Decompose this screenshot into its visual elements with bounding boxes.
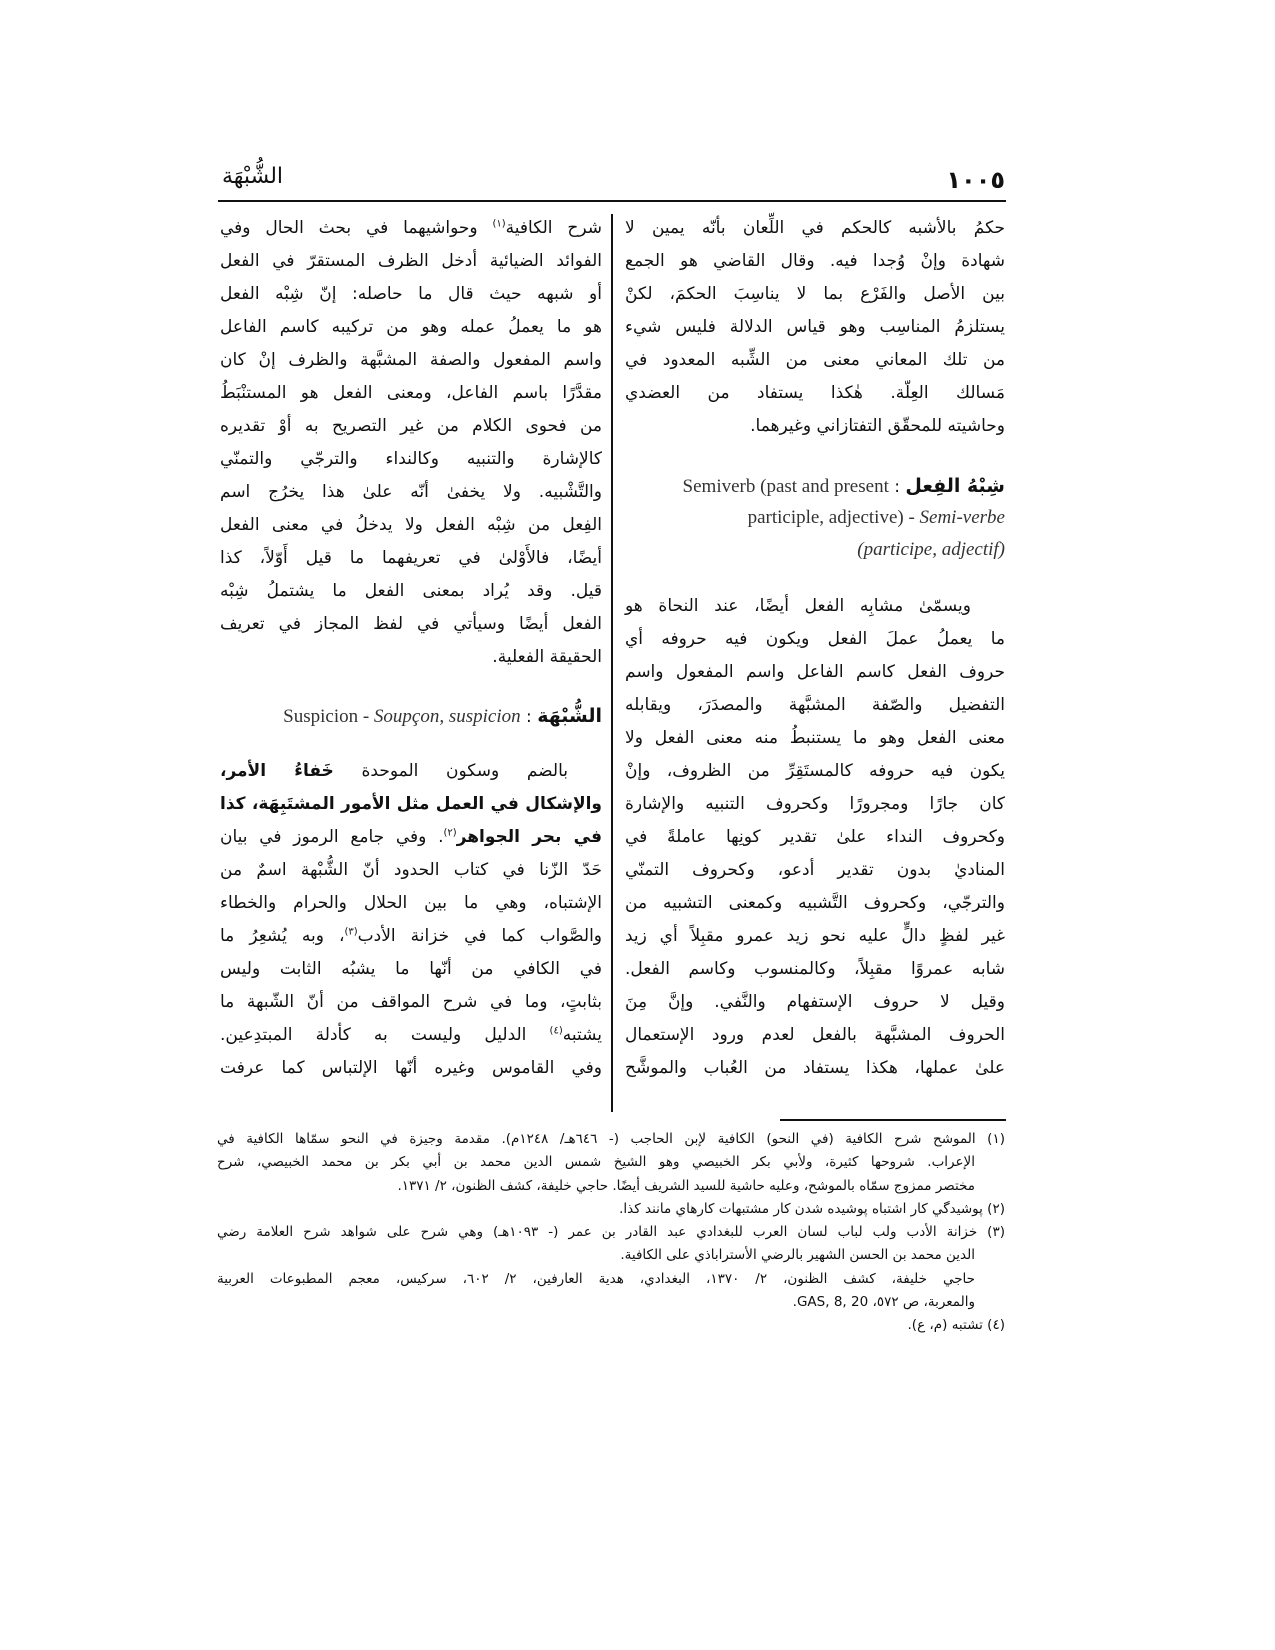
footnote-ref[interactable]: (٢) bbox=[443, 827, 457, 839]
entry-arabic-term: الشُّبْهَة bbox=[537, 705, 602, 727]
entry-english: Suspicion - bbox=[283, 706, 374, 727]
header-rule bbox=[218, 200, 1006, 202]
text-line: التفضيل والصّفة المشبَّهة والمصدَرَ، ويقابله bbox=[625, 695, 1005, 715]
footnote-line: مختصر ممزوج سمّاه بالموشح، وعليه حاشية للسيد الشريف أيضًا. حاجي خليفة، كشف الظنون، ٢/ ١٣٧١. bbox=[397, 1177, 975, 1194]
text-line: كالإشارة والتنبيه وكالنداء والترجّي والتمنّي bbox=[220, 449, 602, 469]
text-line: حروف الفعل كاسم الفاعل واسم المفعول واسم bbox=[625, 662, 1005, 682]
footnote-line: حاجي خليفة، كشف الظنون، ٢/ ١٣٧٠، البغدادي، هدية العارفين، ٢/ ٦٠٢، سركيس، معجم المطبوعات العربية bbox=[217, 1270, 976, 1287]
text-line: أيضًا، فالأَوْلىٰ في تعريفهما ما قيل أَوّلاً، كذا bbox=[220, 548, 602, 568]
footnote-ref[interactable]: (٣) bbox=[344, 926, 358, 938]
entry-separator: : bbox=[520, 707, 538, 727]
page-number: ١٠٠٥ bbox=[946, 166, 1005, 194]
entry-french-cont: (participe, adjectif) bbox=[857, 539, 1005, 560]
text-line: علىٰ عملها، هكذا يستفاد من العُباب والموشَّح bbox=[625, 1058, 1005, 1078]
text-line: وحاشيته للمحقّق التفتازاني وغيرهما. bbox=[750, 416, 1005, 436]
text-line: مقدَّرًا باسم الفاعل، ومعنى الفعل هو المستنْبَطُ bbox=[220, 383, 602, 403]
text-line: الفوائد الضيائية أدخل الظرف المستقرّ في الفعل bbox=[220, 251, 602, 271]
footnote-ref[interactable]: (٤) bbox=[549, 1025, 563, 1037]
text-line: معنى الفعل وهو ما يستنبطُ منه معنى الفعل ولا bbox=[625, 728, 1005, 748]
text-line: حَدّ الزّنا في كتاب الحدود أنّ الشُّبْهة اسمٌ من bbox=[220, 860, 602, 880]
text-segment: والصَّواب كما في خزانة الأدب bbox=[357, 926, 602, 946]
entry-english: Semiverb (past and present bbox=[682, 476, 889, 497]
text-line: الحقيقة الفعلية. bbox=[492, 647, 602, 667]
text-line: شابه عمروًا مقبِلاً، وكالمنسوب وكاسم الفعل. bbox=[625, 959, 1005, 979]
text-segment: ، وبه يُشعِرُ ما bbox=[220, 926, 345, 946]
text-line: يستلزمُ المناسِب وهو قياس الدلالة فليس شيء bbox=[625, 317, 1005, 337]
text-segment: والإشكال في العمل مثل الأمور المشتَبِهَة، كذا bbox=[220, 794, 602, 814]
right-column-paragraph-1 bbox=[625, 212, 1005, 443]
entry-english-cont: participle, adjective) - bbox=[747, 507, 920, 528]
text-line: وفي القاموس وغيره أنّها الإلتباس كما عرفت bbox=[220, 1058, 602, 1078]
column-divider bbox=[611, 214, 613, 1112]
running-header-title: الشُّبْهَة bbox=[222, 164, 284, 189]
text-line: المناديٰ بدون تقدير أدعو، وكحروف التمنّي bbox=[625, 860, 1005, 880]
text-segment: وحواشيهما في بحث الحال وفي bbox=[220, 218, 493, 238]
text-line: شهادة وإنْ وُجدا فيه. وقال القاضي هو الجمع bbox=[625, 251, 1005, 271]
text-line bbox=[220, 788, 602, 821]
text-line: كان جارًا ومجرورًا وكحروف التنبيه والإشارة bbox=[625, 794, 1005, 814]
text-line: الفِعل من شِبْه الفعل ولا يدخلُ في معنى الفعل bbox=[220, 515, 602, 535]
footnote-rule bbox=[780, 1119, 1006, 1121]
text-line: واسم المفعول والصفة المشبَّهة والظرف إنْ كان bbox=[220, 350, 602, 370]
text-line bbox=[220, 212, 602, 245]
text-segment: . وفي جامع الرموز في بيان bbox=[220, 827, 444, 847]
text-line: أو شبهه حيث قال ما حاصله: إنّ شِبْه الفعل bbox=[220, 284, 602, 304]
entry-french: Soupçon, suspicion bbox=[373, 706, 521, 727]
entry-french: Semi-verbe bbox=[919, 507, 1005, 528]
text-line: يكون فيه حروفه كالمستَقِرِّ من الظروف، وإنْ bbox=[625, 761, 1005, 781]
footnote-line: الإعراب. شروحها كثيرة، ولأبي بكر الخبيصي وهو الشيخ شمس الدين محمد بن أبي بكر بن محمد الخبيصي، شرح bbox=[217, 1154, 975, 1171]
text-segment: خَفاءُ الأمر، bbox=[220, 761, 334, 781]
text-segment: الدليل وليست به كأدلة المبتدِعين. bbox=[220, 1025, 550, 1045]
text-line: ما يعملُ عملَ الفعل ويكون فيه حروفه أي bbox=[625, 629, 1005, 649]
footnote-line: والمعربة، ص ٥٧٢، GAS, 8, 20. bbox=[792, 1294, 975, 1311]
text-line: في الكافي من أنّها ما يشبُه الثابت وليس bbox=[220, 959, 602, 979]
footnote-line: (٢) پوشيدگي كار اشتباه پوشيده شدن كار مشتبهات كارهاي مانند كذا. bbox=[619, 1200, 1005, 1217]
text-line: ويسمّىٰ مشابِه الفعل أيضًا، عند النحاة هو bbox=[625, 596, 971, 616]
left-column-paragraph-2 bbox=[220, 755, 602, 1085]
right-column-paragraph-2 bbox=[625, 590, 1005, 1085]
text-line: مَسالك العِلّة. هٰكذا يستفاد من العضدي bbox=[625, 383, 1005, 403]
entry-heading-semiverb bbox=[625, 470, 1005, 566]
footnote-line: الدين محمد بن الحسن الشهير بالرضي الأستراباذي على الكافية. bbox=[620, 1247, 975, 1264]
footnotes bbox=[217, 1128, 1005, 1338]
text-line: بثابتٍ، وما في شرح المواقف من أنّ الشّبهة ما bbox=[220, 992, 602, 1012]
text-line: والترجّي، وكحروف التَّشبيه وكمعنى التشبيه من bbox=[625, 893, 1005, 913]
text-line: وقيل لا حروف الإستفهام والنَّفي. وإنَّ مِنَ bbox=[625, 992, 1005, 1012]
text-line: غير لفظٍ دالٍّ عليه نحو زيد عمرو مقبِلاً أي زيد bbox=[625, 926, 1005, 946]
left-column-paragraph-1 bbox=[220, 212, 602, 674]
text-line: الفعل أيضًا وسيأتي في لفظ المجاز في تعريف bbox=[220, 614, 602, 634]
entry-separator: : bbox=[888, 477, 906, 497]
text-segment: يشتبه bbox=[562, 1025, 602, 1045]
footnote-line: (١) الموشح شرح الكافية (في النحو) الكافية لإبن الحاجب (- ٦٤٦هـ/ ١٢٤٨م). مقدمة وجيزة في النحو سمّاها الكافية في bbox=[217, 1131, 1005, 1147]
footnote-ref[interactable]: (١) bbox=[492, 218, 506, 230]
text-segment: في بحر الجواهر bbox=[456, 827, 602, 847]
text-line: وكحروف النداء علىٰ تقدير كونِها عاملةً في bbox=[625, 827, 1005, 847]
text-line: قيل. وقد يُراد بمعنى الفعل ما يشتملُ شِبْه bbox=[220, 581, 602, 601]
text-segment: بالضم وسكون الموحدة bbox=[333, 761, 568, 781]
text-line: والتَّشْبيه. ولا يخفىٰ أنّه علىٰ هذا يخرُج اسم bbox=[220, 482, 602, 502]
text-line: من فحوى الكلام من غير التصريح به أوْ تقديره bbox=[220, 416, 602, 436]
text-line bbox=[220, 821, 602, 854]
footnote-line: (٤) تشتبه (م، ع). bbox=[907, 1317, 1005, 1334]
entry-arabic-term: شِبْهُ الفِعل bbox=[905, 475, 1005, 497]
text-segment: شرح الكافية bbox=[505, 218, 602, 238]
text-line: حكمُ بالأشبه كالحكم في اللِّعان بأنّه يمين لا bbox=[625, 218, 1005, 238]
text-line: بين الأصل والفَرْع بما لا يناسِبَ الحكمَ، لكنْ bbox=[625, 284, 1005, 304]
text-line: الإشتباه، وهي ما بين الحلال والحرام والخطاء bbox=[220, 893, 602, 913]
text-line bbox=[220, 1019, 602, 1052]
footnote-line: (٣) خزانة الأدب ولب لباب لسان العرب للبغدادي عبد القادر بن عمر (- ١٠٩٣هـ) وهي شرح على شواهد شرح العلامة رضي bbox=[217, 1224, 1005, 1241]
text-line: الحروف المشبَّهة بالفعل لعدم ورود الإستعمال bbox=[625, 1025, 1005, 1045]
text-line bbox=[220, 755, 602, 788]
entry-heading-suspicion bbox=[220, 700, 602, 732]
text-line: هو ما يعملُ عمله وهو من تركيبه كاسم الفاعل bbox=[220, 317, 602, 337]
text-line: من تلك المعاني معنى من الشِّبه المعدود في bbox=[625, 350, 1005, 370]
text-line bbox=[220, 920, 602, 953]
